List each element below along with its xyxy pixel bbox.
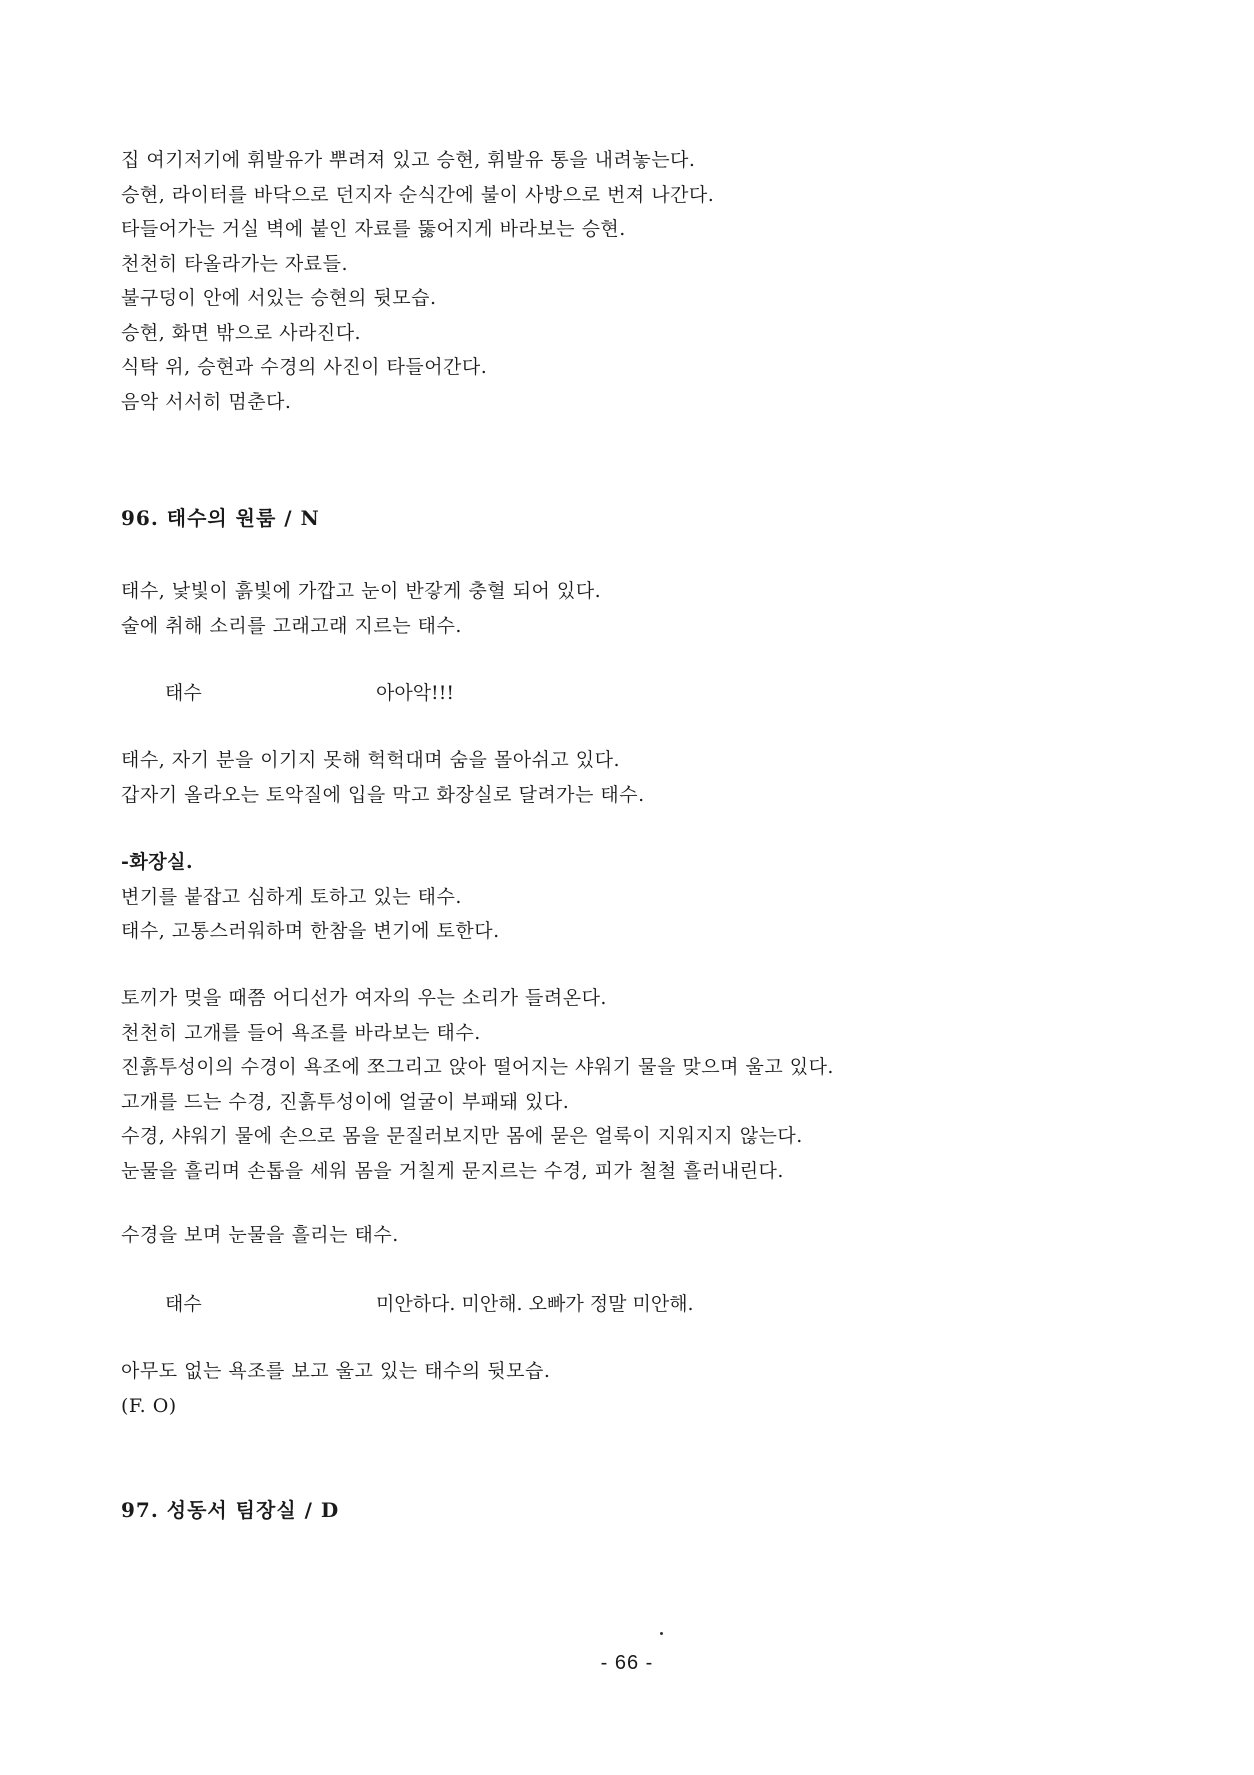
action-line: 아무도 없는 욕조를 보고 울고 있는 태수의 뒷모습. (121, 1360, 551, 1382)
action-paragraph-96-2 (121, 743, 1181, 812)
action-paragraph-96-1 (121, 574, 1181, 643)
action-line: 승현, 라이터를 바닥으로 던지자 순식간에 불이 사방으로 번져 나간다. (121, 183, 715, 206)
dialogue-line: 아아악!!! (376, 682, 454, 704)
dialogue-line: 미안하다. 미안해. 오빠가 정말 미안해. (376, 1293, 694, 1315)
action-paragraph-96-3 (121, 845, 1181, 949)
action-line: 식탁 위, 승현과 수경의 사진이 타들어간다. (121, 356, 488, 378)
action-line: 술에 취해 소리를 고래고래 지르는 태수. (121, 614, 462, 637)
action-line: 집 여기저기에 휘발유가 뿌려져 있고 승현, 휘발유 통을 내려놓는다. (121, 149, 696, 171)
sub-location-heading: -화장실. (121, 851, 194, 873)
action-line: 눈물을 흘리며 손톱을 세워 몸을 거칠게 문지르는 수경, 피가 철철 흘러내린다. (121, 1159, 784, 1182)
action-line: 태수, 자기 분을 이기지 못해 헉헉대며 숨을 몰아쉬고 있다. (121, 749, 621, 771)
action-line: 음악 서서히 멈춘다. (121, 390, 292, 413)
dialogue-speaker: 태수 (165, 1293, 202, 1315)
scan-speck (660, 1632, 663, 1635)
action-line: 고개를 드는 수경, 진흙투성이에 얼굴이 부패돼 있다. (121, 1090, 570, 1113)
action-line: 수경, 샤워기 물에 손으로 몸을 문질러보지만 몸에 묻은 얼룩이 지워지지 않는다. (121, 1125, 803, 1147)
action-line: 천천히 고개를 들어 욕조를 바라보는 태수. (121, 1021, 481, 1044)
scene-heading-96: 96. 태수의 원룸 / N (121, 506, 320, 530)
action-paragraph-96-4 (121, 981, 1181, 1188)
action-line: (F. O) (121, 1394, 177, 1417)
action-line: 천천히 타올라가는 자료들. (121, 252, 349, 275)
action-line: 수경을 보며 눈물을 흘리는 태수. (121, 1224, 399, 1246)
action-line: 태수, 낯빛이 흙빛에 가깝고 눈이 반갛게 충혈 되어 있다. (121, 580, 602, 602)
dialogue-speaker: 태수 (165, 682, 202, 704)
action-line: 갑자기 올라오는 토악질에 입을 막고 화장실로 달려가는 태수. (121, 783, 645, 806)
page-number: - 66 - (600, 1652, 654, 1674)
action-line: 변기를 붙잡고 심하게 토하고 있는 태수. (121, 885, 462, 908)
action-line: 타들어가는 거실 벽에 붙인 자료를 뚫어지게 바라보는 승현. (121, 218, 626, 240)
action-line: 승현, 화면 밖으로 사라진다. (121, 321, 362, 344)
action-line: 태수, 고통스러워하며 한참을 변기에 토한다. (121, 920, 500, 942)
action-paragraph-1 (121, 143, 1181, 419)
action-line: 불구덩이 안에 서있는 승현의 뒷모습. (121, 287, 437, 309)
action-line: 토끼가 멎을 때쯤 어디선가 여자의 우는 소리가 들려온다. (121, 987, 607, 1009)
action-line: 진흙투성이의 수경이 욕조에 쪼그리고 앉아 떨어지는 샤워기 물을 맞으며 울고 있다. (121, 1056, 834, 1078)
scene-heading-97: 97. 성동서 팀장실 / D (121, 1498, 340, 1522)
action-paragraph-96-5 (121, 1218, 1181, 1253)
action-paragraph-96-6 (121, 1354, 1181, 1423)
